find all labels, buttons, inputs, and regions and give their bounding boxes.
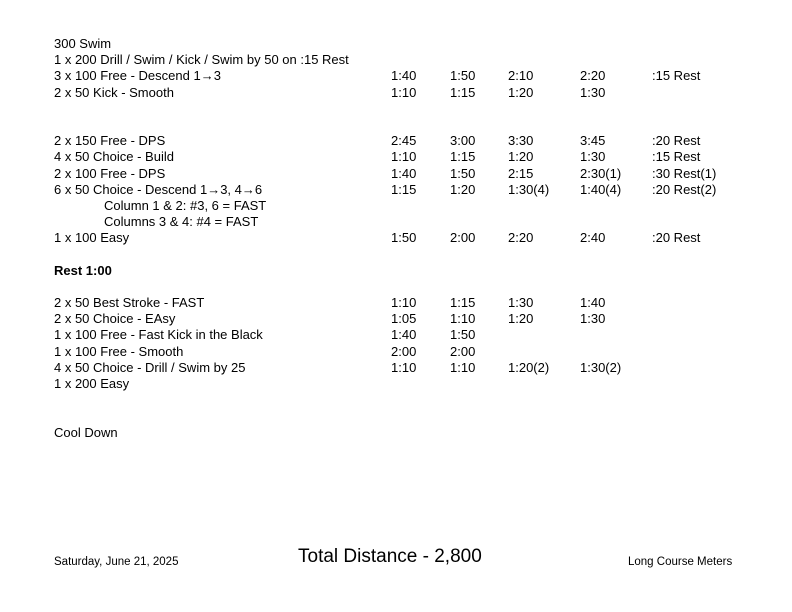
set-description: 4 x 50 Choice - Drill / Swim by 25 (54, 359, 246, 375)
rest-interval: :20 Rest (652, 230, 701, 246)
set-description: 2 x 150 Free - DPS (54, 133, 166, 149)
interval-col-2: 1:15 (450, 149, 476, 165)
interval-col-4: 1:30 (580, 149, 606, 165)
interval-col-1: 1:10 (391, 149, 417, 165)
interval-col-2: 1:15 (450, 295, 476, 310)
set-description: 2 x 50 Kick - Smooth (54, 84, 174, 100)
set-description: 2 x 100 Free - DPS (54, 165, 166, 181)
interval-col-1: 2:00 (391, 343, 417, 359)
set-description: 300 Swim (54, 36, 112, 51)
set-description: 1 x 200 Drill / Swim / Kick / Swim by 50 on :15 Rest (54, 52, 349, 68)
interval-col-2: 1:20 (450, 181, 476, 197)
interval-col-3: 1:20(2) (508, 359, 550, 375)
rest-interval: :20 Rest(2) (652, 181, 717, 197)
interval-col-3: 1:20 (508, 84, 534, 100)
workout-table (54, 36, 754, 441)
workout-line (54, 85, 754, 101)
set-description: 6 x 50 Choice - Descend 1→3, 4→6 (54, 181, 263, 197)
workout-line (54, 263, 754, 279)
interval-col-1: 1:40 (391, 327, 417, 343)
interval-col-1: 1:40 (391, 68, 417, 84)
workout-line (54, 198, 754, 214)
interval-col-1: 1:05 (391, 311, 417, 327)
interval-col-1: 1:10 (391, 295, 417, 310)
workout-line (54, 230, 754, 246)
interval-col-3: 1:20 (508, 311, 534, 327)
workout-line (54, 311, 754, 327)
interval-col-2: 1:50 (450, 327, 476, 343)
interval-col-2: 1:10 (450, 359, 476, 375)
interval-col-2: 3:00 (450, 133, 476, 149)
workout-line (54, 36, 754, 52)
workout-line (54, 133, 754, 149)
interval-col-4: 1:30 (580, 84, 606, 100)
set-note: Column 1 & 2: #3, 6 = FAST (104, 197, 267, 213)
set-note: Columns 3 & 4: #4 = FAST (104, 214, 259, 230)
blank-line (54, 101, 754, 117)
interval-col-3: 2:20 (508, 230, 534, 246)
interval-col-2: 1:50 (450, 68, 476, 84)
blank-line (54, 408, 754, 424)
workout-line (54, 52, 754, 68)
interval-col-2: 1:15 (450, 84, 476, 100)
set-description: 1 x 100 Easy (54, 230, 130, 246)
interval-col-1: 1:50 (391, 230, 417, 246)
footer-date: Saturday, June 21, 2025 (54, 556, 179, 568)
interval-col-4: 1:30 (580, 311, 606, 327)
interval-col-3: 2:15 (508, 165, 534, 181)
set-description: 1 x 100 Free - Smooth (54, 343, 184, 359)
workout-line (54, 182, 754, 198)
set-description: 2 x 50 Best Stroke - FAST (54, 295, 205, 310)
workout-line (54, 360, 754, 376)
set-description: 3 x 100 Free - Descend 1→3 (54, 68, 221, 84)
blank-line (54, 117, 754, 133)
interval-col-1: 1:10 (391, 84, 417, 100)
interval-col-3: 3:30 (508, 133, 534, 149)
workout-line (54, 68, 754, 84)
interval-col-4: 2:20 (580, 68, 606, 84)
interval-col-3: 1:30 (508, 295, 534, 310)
workout-line (54, 327, 754, 343)
interval-col-1: 2:45 (391, 133, 417, 149)
course-type: Long Course Meters (628, 556, 733, 568)
workout-line (54, 376, 754, 392)
interval-col-4: 2:30(1) (580, 165, 622, 181)
rest-interval: :15 Rest (652, 68, 701, 84)
workout-line (54, 295, 754, 311)
interval-col-1: 1:10 (391, 359, 417, 375)
interval-col-2: 2:00 (450, 343, 476, 359)
interval-col-3: 1:30(4) (508, 181, 550, 197)
interval-col-4: 3:45 (580, 133, 606, 149)
set-description: 1 x 200 Easy (54, 375, 130, 391)
workout-line (54, 166, 754, 182)
interval-col-4: 1:40(4) (580, 181, 622, 197)
interval-col-1: 1:15 (391, 181, 417, 197)
set-description: Cool Down (54, 424, 118, 440)
set-description: 2 x 50 Choice - EAsy (54, 311, 176, 327)
interval-col-1: 1:40 (391, 165, 417, 181)
rest-interval: :15 Rest (652, 149, 701, 165)
workout-line (54, 425, 754, 441)
interval-col-4: 1:30(2) (580, 359, 622, 375)
blank-line (54, 246, 754, 262)
workout-line (54, 344, 754, 360)
interval-col-2: 1:10 (450, 311, 476, 327)
total-distance: Total Distance - 2,800 (298, 546, 482, 567)
interval-col-4: 2:40 (580, 230, 606, 246)
workout-line (54, 214, 754, 230)
set-description: 4 x 50 Choice - Build (54, 149, 174, 165)
rest-interval: :20 Rest (652, 133, 701, 149)
blank-line (54, 279, 754, 295)
rest-heading: Rest 1:00 (54, 262, 112, 278)
set-description: 1 x 100 Free - Fast Kick in the Black (54, 327, 263, 343)
interval-col-2: 1:50 (450, 165, 476, 181)
rest-interval: :30 Rest(1) (652, 165, 717, 181)
interval-col-3: 1:20 (508, 149, 534, 165)
interval-col-3: 2:10 (508, 68, 534, 84)
interval-col-4: 1:40 (580, 295, 606, 310)
blank-line (54, 392, 754, 408)
interval-col-2: 2:00 (450, 230, 476, 246)
workout-line (54, 149, 754, 165)
